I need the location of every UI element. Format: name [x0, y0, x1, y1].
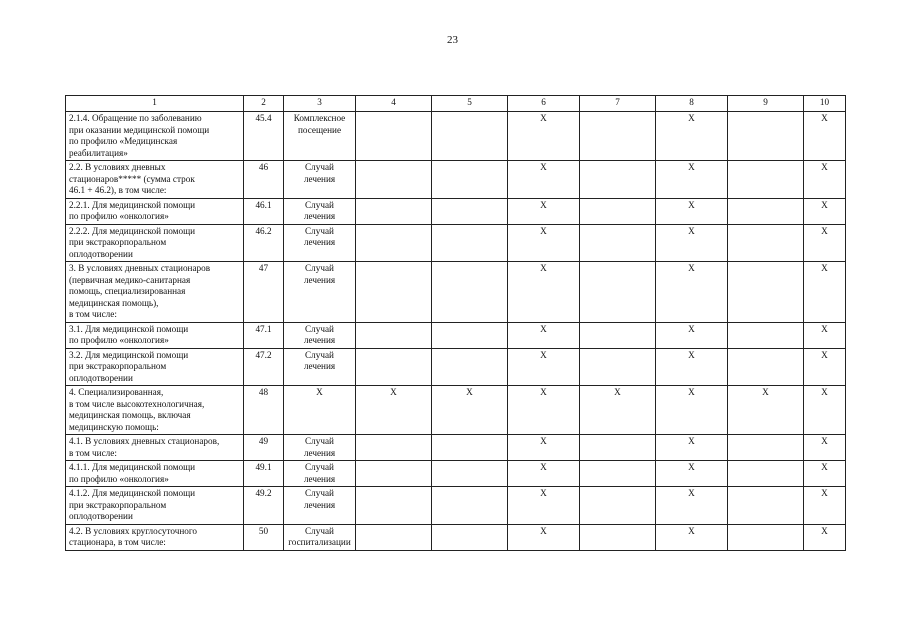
row-cell-col-4 — [356, 435, 432, 461]
row-unit-line: госпитализации — [288, 537, 351, 547]
table-body — [66, 112, 846, 551]
row-cell-col-6: X — [508, 198, 580, 224]
row-name-line: 2.2.2. Для медицинской помощи — [69, 225, 196, 236]
col-header-8: 8 — [656, 96, 728, 112]
row-name-line: реабилитация» — [69, 147, 128, 158]
row-unit-line: Случай — [305, 323, 334, 334]
col-header-7: 7 — [580, 96, 656, 112]
row-cell-col-7 — [580, 435, 656, 461]
row-cell-col-10: X — [804, 524, 846, 550]
row-name-line: 46.1 + 46.2), в том числе: — [69, 185, 167, 195]
row-cell-col-6: X — [508, 112, 580, 161]
row-cell-col-6: X — [508, 161, 580, 199]
row-cell-col-9 — [728, 524, 804, 550]
row-cell-col-8: X — [656, 322, 728, 348]
row-cell-col-6: X — [508, 348, 580, 386]
row-cell-col-8: X — [656, 224, 728, 262]
row-cell-col-10: X — [804, 198, 846, 224]
row-name-line: 4.1.1. Для медицинской помощи — [69, 462, 196, 472]
row-cell-col-5 — [432, 198, 508, 224]
row-name-cell — [66, 524, 244, 550]
row-cell-col-9 — [728, 435, 804, 461]
row-cell-col-9 — [728, 322, 804, 348]
row-cell-col-4 — [356, 112, 432, 161]
row-name-line: 4. Специализированная, — [69, 387, 164, 397]
row-unit-cell — [284, 487, 356, 525]
row-number-cell: 48 — [244, 386, 284, 435]
row-cell-col-8: X — [656, 198, 728, 224]
row-number-cell: 47 — [244, 262, 284, 323]
row-cell-col-4 — [356, 161, 432, 199]
row-unit-cell — [284, 322, 356, 348]
row-unit-line: X — [316, 387, 323, 397]
row-cell-col-6: X — [508, 224, 580, 262]
row-name-cell — [66, 386, 244, 435]
row-name-line: 2.2.1. Для медицинской помощи — [69, 199, 196, 210]
row-name-line: оплодотворении — [69, 511, 133, 521]
row-cell-col-5 — [432, 487, 508, 525]
row-cell-col-7 — [580, 348, 656, 386]
row-unit-line: посещение — [297, 124, 342, 135]
row-cell-col-5: X — [432, 386, 508, 435]
row-cell-col-7 — [580, 161, 656, 199]
row-cell-col-7: X — [580, 386, 656, 435]
row-name-cell — [66, 224, 244, 262]
row-cell-col-8: X — [656, 435, 728, 461]
row-name-cell — [66, 435, 244, 461]
row-unit-cell — [284, 348, 356, 386]
row-cell-col-9 — [728, 461, 804, 487]
row-cell-col-10: X — [804, 262, 846, 323]
row-cell-col-4 — [356, 198, 432, 224]
table-row — [66, 322, 846, 348]
row-number-cell: 45.4 — [244, 112, 284, 161]
row-unit-line: Случай — [305, 349, 334, 360]
table-row — [66, 487, 846, 525]
row-name-line: медицинская помощь), — [69, 297, 159, 308]
row-cell-col-10: X — [804, 322, 846, 348]
row-cell-col-8: X — [656, 161, 728, 199]
row-cell-col-10: X — [804, 348, 846, 386]
row-number-cell: 46.1 — [244, 198, 284, 224]
row-cell-col-9 — [728, 262, 804, 323]
row-cell-col-6: X — [508, 524, 580, 550]
row-number-cell: 49.1 — [244, 461, 284, 487]
row-name-line: при экстракорпоральном — [69, 499, 167, 510]
row-name-line: при экстракорпоральном — [69, 361, 167, 371]
row-cell-col-5 — [432, 348, 508, 386]
header-row — [66, 96, 846, 112]
table-row — [66, 161, 846, 199]
row-cell-col-9 — [728, 348, 804, 386]
row-cell-col-4 — [356, 262, 432, 323]
row-unit-line: лечения — [303, 211, 336, 221]
row-name-line: в том числе: — [69, 447, 117, 458]
row-unit-line: Комплексное — [293, 113, 346, 123]
row-cell-col-4: X — [356, 386, 432, 435]
page-number: 23 — [447, 34, 458, 46]
table-row — [66, 224, 846, 262]
row-name-line: оплодотворении — [69, 372, 133, 383]
row-name-line: 4.1.2. Для медицинской помощи — [69, 488, 196, 498]
row-number-cell: 50 — [244, 524, 284, 550]
row-cell-col-5 — [432, 224, 508, 262]
row-cell-col-10: X — [804, 224, 846, 262]
row-cell-col-5 — [432, 435, 508, 461]
table-row — [66, 198, 846, 224]
table-row — [66, 262, 846, 323]
row-cell-col-5 — [432, 112, 508, 161]
row-name-line: 2.2. В условиях дневных — [69, 162, 166, 172]
row-name-line: по профилю «онкология» — [69, 211, 169, 221]
row-cell-col-8: X — [656, 524, 728, 550]
row-unit-line: лечения — [303, 499, 336, 510]
row-cell-col-7 — [580, 112, 656, 161]
row-name-line: медицинская помощь, включая — [69, 410, 191, 420]
col-header-2: 2 — [244, 96, 284, 112]
row-cell-col-7 — [580, 262, 656, 323]
row-cell-col-9 — [728, 198, 804, 224]
row-unit-line: Случай — [305, 525, 334, 536]
table-row — [66, 112, 846, 161]
row-unit-line: Случай — [305, 436, 334, 446]
row-cell-col-9 — [728, 224, 804, 262]
row-cell-col-9: X — [728, 386, 804, 435]
row-cell-col-4 — [356, 461, 432, 487]
row-name-line: по профилю «онкология» — [69, 335, 169, 345]
row-cell-col-9 — [728, 161, 804, 199]
table-row — [66, 348, 846, 386]
row-cell-col-4 — [356, 224, 432, 262]
row-unit-line: лечения — [303, 447, 336, 458]
row-unit-line: лечения — [303, 473, 336, 484]
row-cell-col-8: X — [656, 112, 728, 161]
row-number-cell: 46.2 — [244, 224, 284, 262]
row-name-line: оплодотворении — [69, 248, 133, 259]
row-cell-col-7 — [580, 487, 656, 525]
row-number-cell: 47.1 — [244, 322, 284, 348]
row-name-line: по профилю «онкология» — [69, 473, 169, 484]
row-name-cell — [66, 322, 244, 348]
row-unit-line: Случай — [305, 199, 334, 210]
row-unit-line: Случай — [305, 488, 334, 498]
row-name-line: стационаров***** (сумма строк — [69, 173, 195, 184]
row-cell-col-7 — [580, 461, 656, 487]
row-cell-col-10: X — [804, 112, 846, 161]
row-unit-cell — [284, 161, 356, 199]
row-name-line: 4.1. В условиях дневных стационаров, — [69, 436, 220, 446]
row-name-cell — [66, 161, 244, 199]
row-cell-col-7 — [580, 224, 656, 262]
row-number-cell: 49.2 — [244, 487, 284, 525]
row-name-line: в том числе: — [69, 309, 117, 319]
row-name-line: 2.1.4. Обращение по заболеванию — [69, 113, 202, 123]
row-cell-col-8: X — [656, 348, 728, 386]
row-unit-cell — [284, 435, 356, 461]
row-unit-line: Случай — [305, 225, 334, 236]
row-cell-col-10: X — [804, 487, 846, 525]
row-name-line: 3. В условиях дневных стационаров — [69, 263, 211, 273]
table-row — [66, 524, 846, 550]
row-name-line: при экстракорпоральном — [69, 237, 167, 247]
row-unit-line: Случай — [305, 462, 334, 472]
row-cell-col-10: X — [804, 435, 846, 461]
row-cell-col-8: X — [656, 386, 728, 435]
row-name-line: в том числе высокотехнологичная, — [69, 398, 205, 409]
col-header-3: 3 — [284, 96, 356, 112]
row-name-line: помощь, специализированная — [69, 286, 186, 296]
row-cell-col-8: X — [656, 262, 728, 323]
row-name-line: 4.2. В условиях круглосуточного — [69, 525, 198, 536]
row-unit-line: лечения — [303, 274, 336, 285]
row-cell-col-5 — [432, 461, 508, 487]
row-unit-line: лечения — [303, 237, 336, 247]
row-cell-col-4 — [356, 524, 432, 550]
row-cell-col-4 — [356, 487, 432, 525]
row-cell-col-7 — [580, 524, 656, 550]
col-header-5: 5 — [432, 96, 508, 112]
row-cell-col-9 — [728, 487, 804, 525]
row-cell-col-6: X — [508, 262, 580, 323]
row-cell-col-4 — [356, 348, 432, 386]
row-name-line: по профилю «Медицинская — [69, 136, 178, 146]
row-cell-col-5 — [432, 262, 508, 323]
row-name-cell — [66, 461, 244, 487]
col-header-1: 1 — [66, 96, 244, 112]
row-name-cell — [66, 348, 244, 386]
row-cell-col-6: X — [508, 461, 580, 487]
row-number-cell: 47.2 — [244, 348, 284, 386]
row-unit-cell — [284, 224, 356, 262]
row-unit-line: Случай — [305, 263, 334, 273]
row-cell-col-9 — [728, 112, 804, 161]
row-number-cell: 49 — [244, 435, 284, 461]
row-cell-col-7 — [580, 198, 656, 224]
col-header-9: 9 — [728, 96, 804, 112]
row-unit-line: лечения — [303, 335, 336, 345]
col-header-10: 10 — [804, 96, 846, 112]
col-header-4: 4 — [356, 96, 432, 112]
row-unit-line: Случай — [305, 162, 334, 172]
row-name-line: 3.2. Для медицинской помощи — [69, 349, 189, 360]
row-cell-col-6: X — [508, 487, 580, 525]
row-cell-col-7 — [580, 322, 656, 348]
row-cell-col-6: X — [508, 386, 580, 435]
row-name-cell — [66, 198, 244, 224]
row-unit-cell — [284, 112, 356, 161]
row-name-cell — [66, 112, 244, 161]
row-cell-col-8: X — [656, 487, 728, 525]
table-row — [66, 461, 846, 487]
row-unit-line: лечения — [303, 361, 336, 371]
row-name-line: при оказании медицинской помощи — [69, 124, 210, 135]
row-unit-cell — [284, 262, 356, 323]
row-name-line: стационара, в том числе: — [69, 537, 166, 547]
row-cell-col-5 — [432, 161, 508, 199]
row-name-cell — [66, 487, 244, 525]
row-name-line: (первичная медико-санитарная — [69, 274, 191, 285]
row-cell-col-8: X — [656, 461, 728, 487]
data-table — [65, 95, 846, 551]
row-cell-col-4 — [356, 322, 432, 348]
table-row — [66, 435, 846, 461]
row-number-cell: 46 — [244, 161, 284, 199]
row-unit-cell — [284, 198, 356, 224]
row-cell-col-10: X — [804, 461, 846, 487]
row-cell-col-10: X — [804, 161, 846, 199]
row-cell-col-5 — [432, 524, 508, 550]
row-unit-cell — [284, 461, 356, 487]
row-cell-col-6: X — [508, 435, 580, 461]
row-cell-col-10: X — [804, 386, 846, 435]
row-name-line: 3.1. Для медицинской помощи — [69, 323, 189, 334]
row-unit-cell — [284, 524, 356, 550]
row-name-cell — [66, 262, 244, 323]
row-name-line: медицинскую помощь: — [69, 421, 159, 432]
row-cell-col-5 — [432, 322, 508, 348]
row-unit-line: лечения — [303, 173, 336, 184]
row-unit-cell — [284, 386, 356, 435]
table-row — [66, 386, 846, 435]
row-cell-col-6: X — [508, 322, 580, 348]
col-header-6: 6 — [508, 96, 580, 112]
